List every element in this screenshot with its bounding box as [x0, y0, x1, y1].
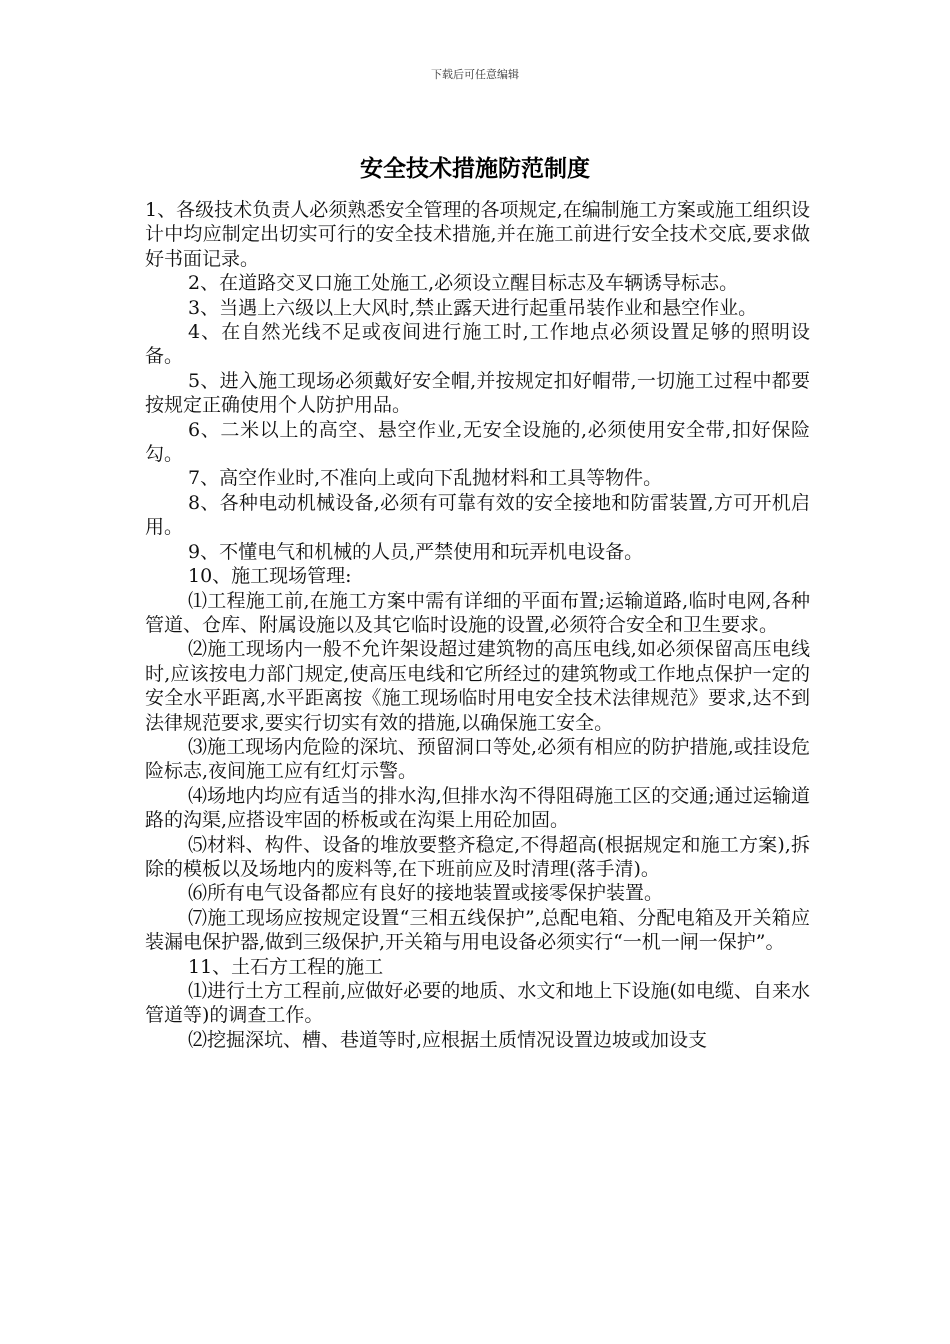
- paragraph: 7、高空作业时,不准向上或向下乱抛材料和工具等物件。: [188, 467, 663, 490]
- paragraph: 1、各级技术负责人必须熟悉安全管理的各项规定,在编制施工方案或施工组织设计中均应制定出切实可行的安全技术措施,并在施工前进行安全技术交底,要求做好书面记录。: [145, 199, 810, 270]
- paragraph: 9、不懂电气和机械的人员,严禁使用和玩弄机电设备。: [188, 540, 644, 563]
- header-note: 下载后可任意编辑: [431, 68, 519, 81]
- paragraph: ⑷场地内均应有适当的排水沟,但排水沟不得阻碍施工区的交通;通过运输道路的沟渠,应搭设牢固的桥板或在沟渠上用砼加固。: [145, 784, 810, 832]
- paragraph: 4、在自然光线不足或夜间进行施工时,工作地点必须设置足够的照明设备。: [145, 321, 810, 368]
- paragraph: 10、施工现场管理:: [188, 565, 352, 588]
- paragraph: 3、当遇上六级以上大风时,禁止露天进行起重吊装作业和悬空作业。: [188, 296, 758, 319]
- paragraph: ⑵施工现场内一般不允许架设超过建筑物的高压电线,如必须保留高压电线时,应该按电力部门规定,使高压电线和它所经过的建筑物或工作地点保护一定的安全水平距离,水平距离按《施工现场临时用电安全技术法律规范》要求,达不到法律规范要求,要实行切实有效的措施,以确保施工安全。: [145, 638, 810, 734]
- paragraph: 2、在道路交叉口施工处施工,必须设立醒目标志及车辆诱导标志。: [188, 272, 739, 295]
- paragraph: 6、二米以上的高空、悬空作业,无安全设施的,必须使用安全带,扣好保险勾。: [145, 418, 810, 466]
- paragraph: 5、进入施工现场必须戴好安全帽,并按规定扣好帽带,一切施工过程中都要按规定正确使用个人防护用品。: [145, 369, 810, 417]
- paragraph: ⑺施工现场应按规定设置“三相五线保护”,总配电箱、分配电箱及开关箱应装漏电保护器,做到三级保护,开关箱与用电设备必须实行“一机一闸一保护”。: [145, 906, 810, 954]
- document-body: [145, 198, 810, 1052]
- paragraph: 8、各种电动机械设备,必须有可靠有效的安全接地和防雷装置,方可开机启用。: [145, 491, 810, 539]
- document-title: 安全技术措施防范制度: [360, 156, 590, 182]
- paragraph: ⑴工程施工前,在施工方案中需有详细的平面布置;运输道路,临时电网,各种管道、仓库、附属设施以及其它临时设施的设置,必须符合安全和卫生要求。: [145, 589, 810, 636]
- paragraph: ⑴进行土方工程前,应做好必要的地质、水文和地上下设施(如电缆、自来水管道等)的调查工作。: [145, 980, 810, 1027]
- paragraph: ⑸材料、构件、设备的堆放要整齐稳定,不得超高(根据规定和施工方案),拆除的模板以及场地内的废料等,在下班前应及时清理(落手清)。: [145, 833, 810, 880]
- paragraph: ⑵挖掘深坑、槽、巷道等时,应根据土质情况设置边坡或加设支: [188, 1028, 708, 1051]
- paragraph: 11、土石方工程的施工: [188, 955, 384, 978]
- paragraph: ⑶施工现场内危险的深坑、预留洞口等处,必须有相应的防护措施,或挂设危险标志,夜间施工应有红灯示警。: [145, 735, 810, 783]
- paragraph: ⑹所有电气设备都应有良好的接地装置或接零保护装置。: [188, 882, 664, 905]
